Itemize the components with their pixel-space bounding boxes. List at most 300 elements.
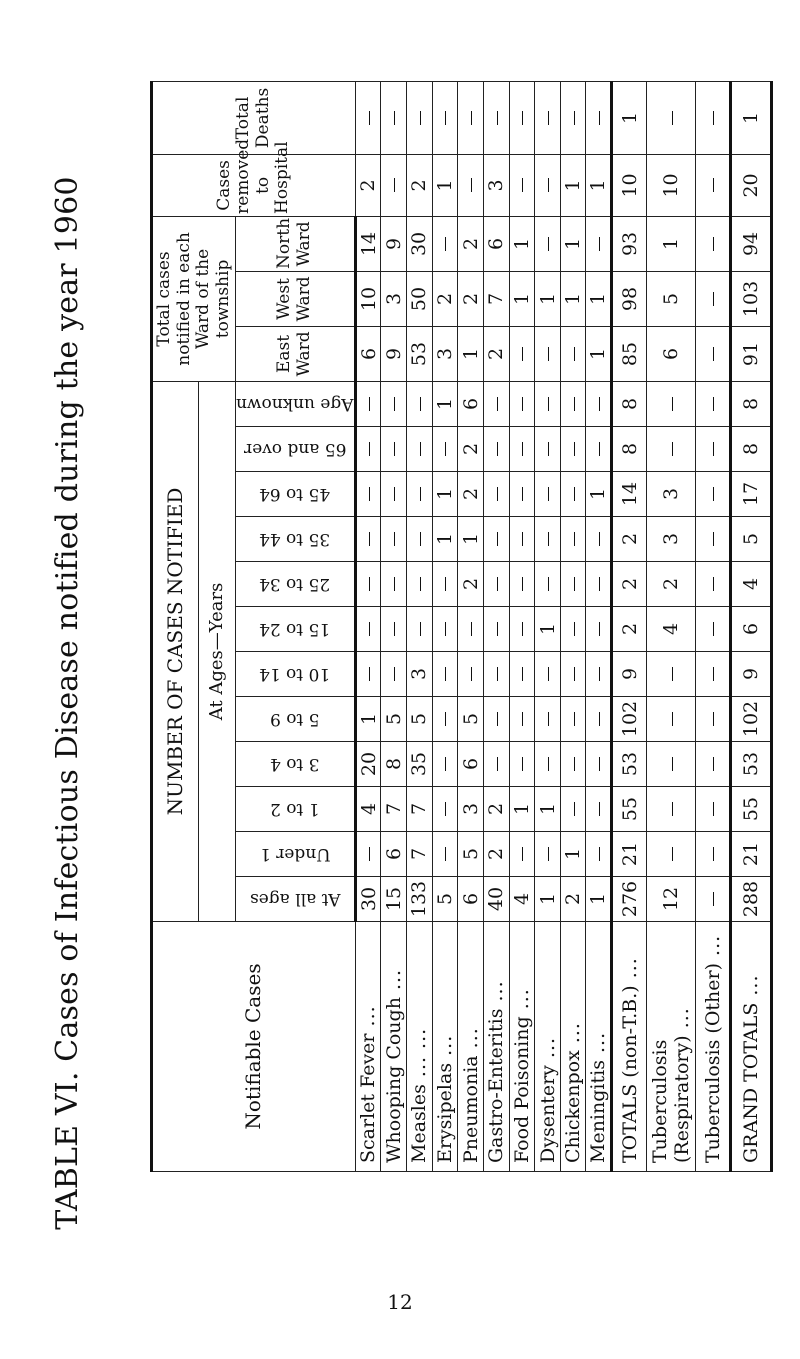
value-cell: 4 [647, 607, 696, 652]
value-cell [647, 81, 696, 154]
dash-mark [574, 397, 575, 411]
value-cell [355, 81, 381, 154]
value-cell [586, 607, 612, 652]
value-cell [509, 326, 535, 381]
value-cell [483, 697, 509, 742]
value-cell: 1 [509, 787, 535, 832]
value-cell [535, 326, 561, 381]
value-cell [509, 472, 535, 517]
value-cell [432, 742, 458, 787]
value-cell [432, 81, 458, 154]
value-cell: 40 [483, 877, 509, 922]
dash-mark [522, 577, 523, 591]
value-cell [509, 607, 535, 652]
dash-mark [574, 442, 575, 456]
value-cell [432, 427, 458, 472]
value-cell [560, 652, 586, 697]
dash-mark [599, 577, 600, 591]
value-cell [355, 381, 381, 426]
value-cell: 1 [535, 271, 561, 326]
value-cell [647, 652, 696, 697]
disease-row [586, 81, 612, 1171]
value-cell [509, 154, 535, 216]
age-header: 3 to 4 [236, 742, 356, 787]
value-cell: 2 [647, 562, 696, 607]
value-cell: 10 [612, 154, 647, 216]
value-cell: 7 [381, 787, 407, 832]
dash-mark [713, 442, 714, 456]
header-ward-totals: Total cases notified in each Ward of the township [152, 216, 236, 381]
dash-mark [394, 442, 395, 456]
disease-row [355, 81, 381, 1171]
value-cell [509, 652, 535, 697]
value-cell [696, 154, 731, 216]
value-cell [432, 787, 458, 832]
dash-mark [713, 577, 714, 591]
row-label [483, 922, 509, 1172]
value-cell [535, 652, 561, 697]
dash-mark [497, 442, 498, 456]
value-cell [535, 154, 561, 216]
dash-mark [599, 757, 600, 771]
value-cell [432, 607, 458, 652]
value-cell [432, 216, 458, 271]
value-cell: 1 [560, 216, 586, 271]
value-cell: 21 [731, 832, 772, 877]
value-cell [696, 877, 731, 922]
value-cell [406, 427, 432, 472]
value-cell [560, 697, 586, 742]
dash-mark [369, 442, 370, 456]
dash-mark [394, 397, 395, 411]
value-cell [509, 427, 535, 472]
leader-dots: ... [459, 1027, 482, 1056]
row-label [458, 922, 484, 1172]
value-cell: 14 [612, 472, 647, 517]
row-label [406, 922, 432, 1172]
dash-mark [672, 111, 673, 125]
dash-mark [471, 667, 472, 681]
value-cell [406, 517, 432, 562]
value-cell: 1 [731, 81, 772, 154]
value-cell [406, 81, 432, 154]
value-cell [381, 427, 407, 472]
value-cell [355, 427, 381, 472]
disease-row [432, 81, 458, 1171]
value-cell [696, 427, 731, 472]
value-cell: 1 [586, 877, 612, 922]
value-cell [560, 787, 586, 832]
value-cell [483, 427, 509, 472]
value-cell: 5 [458, 832, 484, 877]
value-cell [509, 517, 535, 562]
dash-mark [574, 487, 575, 501]
value-cell: 6 [458, 381, 484, 426]
dash-mark [497, 622, 498, 636]
value-cell: 2 [612, 562, 647, 607]
dash-mark [713, 532, 714, 546]
dash-mark [548, 397, 549, 411]
leader-dots: ... [562, 1022, 585, 1051]
infectious-disease-table [150, 82, 763, 1172]
dash-mark [369, 667, 370, 681]
value-cell [355, 517, 381, 562]
value-cell: 276 [612, 877, 647, 922]
dash-mark [548, 178, 549, 192]
dash-mark [420, 442, 421, 456]
value-cell [560, 517, 586, 562]
row-label [535, 922, 561, 1172]
value-cell: 53 [731, 742, 772, 787]
value-cell [696, 832, 731, 877]
dash-mark [599, 802, 600, 816]
dash-mark [497, 577, 498, 591]
dash-mark [522, 667, 523, 681]
value-cell: 98 [612, 271, 647, 326]
age-header: 15 to 24 [236, 607, 356, 652]
dash-mark [672, 667, 673, 681]
value-cell: 1 [612, 81, 647, 154]
dash-mark [445, 111, 446, 125]
dash-mark [713, 397, 714, 411]
value-cell: 1 [560, 154, 586, 216]
dash-mark [522, 487, 523, 501]
dash-mark [522, 757, 523, 771]
value-cell [647, 697, 696, 742]
row-label-text: Food Poisoning [510, 1016, 533, 1163]
dash-mark [713, 237, 714, 251]
value-cell [381, 154, 407, 216]
value-cell: 15 [381, 877, 407, 922]
value-cell: 5 [731, 517, 772, 562]
dash-mark [497, 667, 498, 681]
age-header: 25 to 34 [236, 562, 356, 607]
value-cell [535, 472, 561, 517]
value-cell [483, 562, 509, 607]
dash-mark [369, 487, 370, 501]
dash-mark [497, 532, 498, 546]
value-cell [647, 787, 696, 832]
value-cell: 1 [432, 517, 458, 562]
page-number: 12 [387, 1290, 413, 1314]
value-cell [696, 607, 731, 652]
dash-mark [548, 237, 549, 251]
value-cell: 7 [406, 832, 432, 877]
age-header: 35 to 44 [236, 517, 356, 562]
value-cell: 8 [612, 427, 647, 472]
row-label-text: Scarlet Fever [357, 1033, 380, 1163]
value-cell: 4 [355, 787, 381, 832]
row-label [432, 922, 458, 1172]
leader-dots: ... [433, 1034, 456, 1063]
value-cell: 8 [731, 381, 772, 426]
value-cell [381, 562, 407, 607]
value-cell [406, 381, 432, 426]
dash-mark [548, 757, 549, 771]
value-cell: 30 [406, 216, 432, 271]
value-cell: 1 [509, 271, 535, 326]
value-cell [586, 787, 612, 832]
value-cell [535, 381, 561, 426]
value-cell: 5 [406, 697, 432, 742]
dash-mark [420, 487, 421, 501]
value-cell: 2 [483, 326, 509, 381]
value-cell: 8 [731, 427, 772, 472]
value-cell [406, 472, 432, 517]
dash-mark [672, 802, 673, 816]
value-cell: 102 [731, 697, 772, 742]
value-cell: 12 [647, 877, 696, 922]
value-cell: 5 [381, 697, 407, 742]
value-cell: 30 [355, 877, 381, 922]
dash-mark [497, 487, 498, 501]
dash-mark [394, 178, 395, 192]
row-label-text: Whooping Cough [382, 997, 405, 1163]
dash-mark [713, 757, 714, 771]
value-cell: 3 [381, 271, 407, 326]
dash-mark [548, 712, 549, 726]
value-cell [560, 427, 586, 472]
value-cell: 1 [432, 154, 458, 216]
dash-mark [445, 622, 446, 636]
value-cell: 1 [509, 216, 535, 271]
dash-mark [522, 111, 523, 125]
value-cell [586, 517, 612, 562]
dash-mark [548, 111, 549, 125]
value-cell: 6 [355, 326, 381, 381]
disease-row [483, 81, 509, 1171]
value-cell: 53 [612, 742, 647, 787]
value-cell: 2 [458, 216, 484, 271]
value-cell: 1 [355, 697, 381, 742]
header-number-notified: NUMBER OF CASES NOTIFIED [152, 381, 199, 921]
value-cell [535, 517, 561, 562]
dash-mark [420, 532, 421, 546]
value-cell [355, 472, 381, 517]
dash-mark [548, 347, 549, 361]
row-label-text: TOTALS (non-T.B.) [618, 985, 641, 1163]
value-cell: 2 [483, 787, 509, 832]
disease-rows [355, 81, 611, 1171]
dash-mark [497, 397, 498, 411]
value-cell: 9 [731, 652, 772, 697]
value-cell [535, 742, 561, 787]
header-total-deaths: Total Deaths [152, 81, 356, 154]
value-cell [381, 652, 407, 697]
dash-mark [713, 178, 714, 192]
dash-mark [548, 847, 549, 861]
value-cell: 133 [406, 877, 432, 922]
value-cell [355, 832, 381, 877]
value-cell: 55 [731, 787, 772, 832]
row-label-text: Chickenpox [562, 1050, 585, 1163]
dash-mark [445, 712, 446, 726]
value-cell: 288 [731, 877, 772, 922]
value-cell: 5 [458, 697, 484, 742]
value-cell: 10 [647, 154, 696, 216]
value-cell [560, 81, 586, 154]
dash-mark [369, 397, 370, 411]
row-label-text: GRAND TOTALS [740, 1002, 763, 1163]
dash-mark [574, 757, 575, 771]
value-cell [696, 271, 731, 326]
value-cell: 2 [458, 271, 484, 326]
age-header: Age unknown [236, 381, 356, 426]
leader-dots: ... [740, 974, 763, 1003]
value-cell [560, 607, 586, 652]
row-label-text: Pneumonia [459, 1055, 482, 1163]
dash-mark [497, 712, 498, 726]
value-cell: 17 [731, 472, 772, 517]
dash-mark [548, 667, 549, 681]
value-cell: 20 [355, 742, 381, 787]
value-cell: 4 [731, 562, 772, 607]
value-cell: 1 [560, 271, 586, 326]
value-cell: 53 [406, 326, 432, 381]
value-cell [586, 381, 612, 426]
disease-row [381, 81, 407, 1171]
value-cell [483, 472, 509, 517]
value-cell: 21 [612, 832, 647, 877]
row-label [355, 922, 381, 1172]
dash-mark [713, 802, 714, 816]
dash-mark [369, 622, 370, 636]
dash-mark [599, 847, 600, 861]
value-cell: 93 [612, 216, 647, 271]
value-cell [483, 607, 509, 652]
value-cell [432, 832, 458, 877]
value-cell [586, 832, 612, 877]
value-cell [535, 562, 561, 607]
dash-mark [599, 622, 600, 636]
dash-mark [369, 847, 370, 861]
value-cell: 91 [731, 326, 772, 381]
value-cell: 2 [406, 154, 432, 216]
dash-mark [574, 802, 575, 816]
value-cell: 2 [458, 562, 484, 607]
value-cell [381, 81, 407, 154]
grand-total-rows [731, 81, 772, 1171]
dash-mark [445, 802, 446, 816]
value-cell [696, 381, 731, 426]
value-cell [406, 562, 432, 607]
row-label-text: Gastro-Enteritis [485, 1008, 508, 1163]
value-cell [535, 81, 561, 154]
value-cell: 8 [381, 742, 407, 787]
row-label [381, 922, 407, 1172]
dash-mark [713, 487, 714, 501]
row-label-text: Dysentery [536, 1065, 559, 1163]
value-cell [432, 652, 458, 697]
value-cell: 1 [586, 154, 612, 216]
value-cell [560, 381, 586, 426]
value-cell [535, 832, 561, 877]
row-label-text: Tuberculosis (Other) [701, 962, 724, 1163]
dash-mark [574, 111, 575, 125]
value-cell [406, 607, 432, 652]
disease-row [535, 81, 561, 1171]
value-cell: 1 [432, 472, 458, 517]
value-cell: 2 [458, 427, 484, 472]
dash-mark [599, 442, 600, 456]
value-cell: 1 [432, 381, 458, 426]
page-title: TABLE VI. Cases of Infectious Disease notified during the year 1960 [50, 176, 85, 1230]
value-cell: 3 [483, 154, 509, 216]
dash-mark [713, 667, 714, 681]
value-cell [355, 562, 381, 607]
value-cell: 102 [612, 697, 647, 742]
dash-mark [574, 622, 575, 636]
dash-mark [420, 577, 421, 591]
value-cell [586, 427, 612, 472]
value-cell: 94 [731, 216, 772, 271]
value-cell: 2 [612, 517, 647, 562]
row-label-text: Tuberculosis [649, 1039, 672, 1163]
value-cell: 55 [612, 787, 647, 832]
dash-mark [445, 237, 446, 251]
value-cell [458, 607, 484, 652]
value-cell: 1 [535, 607, 561, 652]
dash-mark [672, 757, 673, 771]
ward-header-north: North Ward [236, 216, 356, 271]
dash-mark [369, 532, 370, 546]
value-cell: 3 [458, 787, 484, 832]
dash-mark [713, 347, 714, 361]
value-cell [696, 517, 731, 562]
dash-mark [522, 178, 523, 192]
dash-mark [394, 487, 395, 501]
value-cell: 2 [355, 154, 381, 216]
dash-mark [713, 111, 714, 125]
value-cell [647, 381, 696, 426]
row-label [612, 922, 647, 1172]
dash-mark [394, 577, 395, 591]
dash-mark [548, 487, 549, 501]
dash-mark [471, 111, 472, 125]
value-cell: 1 [458, 517, 484, 562]
leader-dots: ... [701, 934, 724, 963]
value-cell: 8 [612, 381, 647, 426]
dash-mark [713, 292, 714, 306]
value-cell [696, 81, 731, 154]
totals-non-tb-row [612, 81, 647, 1171]
row-label [696, 922, 731, 1172]
value-cell [509, 562, 535, 607]
dash-mark [394, 667, 395, 681]
value-cell: 10 [355, 271, 381, 326]
value-cell [355, 652, 381, 697]
value-cell: 6 [458, 742, 484, 787]
dash-mark [522, 347, 523, 361]
row-label-text: Meningitis [587, 1060, 610, 1163]
dash-mark [599, 532, 600, 546]
dash-mark [445, 757, 446, 771]
value-cell [560, 472, 586, 517]
value-cell: 50 [406, 271, 432, 326]
dash-mark [420, 622, 421, 636]
value-cell [696, 787, 731, 832]
value-cell: 20 [731, 154, 772, 216]
value-cell: 9 [612, 652, 647, 697]
value-cell: 3 [432, 326, 458, 381]
value-cell [535, 216, 561, 271]
row-label [647, 922, 696, 1172]
value-cell [696, 216, 731, 271]
dash-mark [497, 757, 498, 771]
value-cell [535, 697, 561, 742]
dash-mark [599, 397, 600, 411]
value-cell [647, 742, 696, 787]
